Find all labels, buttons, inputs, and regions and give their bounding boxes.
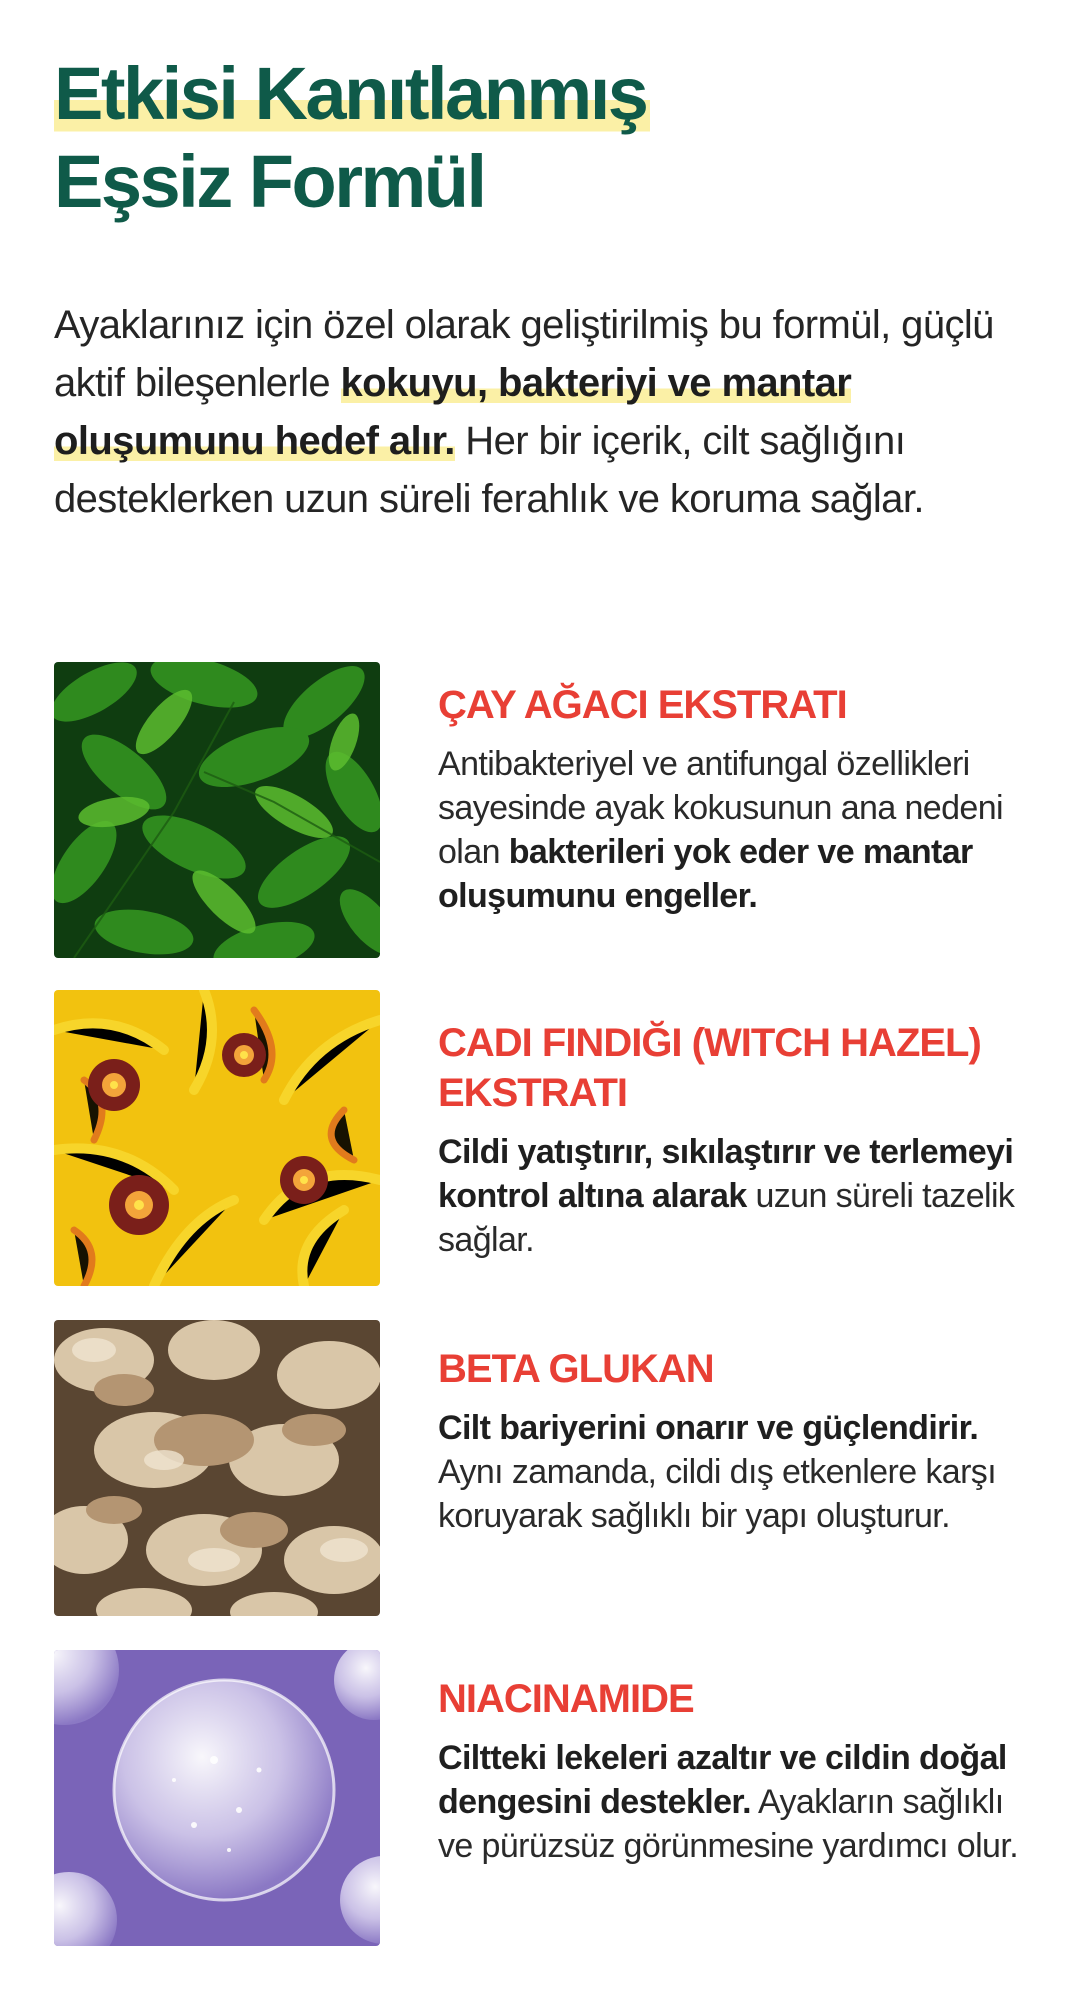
- ingredient-item-beta-glucan: [54, 1320, 1026, 1616]
- ingredient-item-niacinamide: [54, 1650, 1026, 1946]
- ingredient-description: Antibakteriyel ve antifungal özellikleri sayesinde ayak kokusunun ana nedeni olan bakterileri yok eder ve mantar oluşumunu engeller.: [438, 745, 1003, 915]
- serum-bubbles-photo: [54, 1650, 380, 1946]
- ingredient-description: Cilt bariyerini onarır ve güçlendirir. Aynı zamanda, cildi dış etkenlere karşı koruyarak sağlıklı bir yapı oluşturur.: [438, 1409, 997, 1535]
- dried-mushrooms-photo: [54, 1320, 380, 1616]
- intro-highlight: kokuyu, bakteriyi ve mantar oluşumunu hedef alır.: [54, 361, 852, 463]
- headline-line-2: Eşsiz Formül: [54, 140, 485, 223]
- intro-text-start: Ayaklarınız için özel olarak geliştirilmiş bu formül, güçlü aktif bileşenlerle: [54, 303, 994, 405]
- ingredient-item-witch-hazel: [54, 990, 1026, 1286]
- ingredient-description: Cildi yatıştırır, sıkılaştırır ve terlemeyi kontrol altına alarak uzun süreli tazelik sağlar.: [438, 1133, 1015, 1259]
- green-leaves-photo: [54, 662, 380, 958]
- intro-paragraph: [54, 296, 1014, 528]
- headline-line-1: Etkisi Kanıtlanmış: [54, 52, 650, 135]
- ingredient-item-tea-tree: [54, 662, 1026, 958]
- ingredient-description: Ciltteki lekeleri azaltır ve cildin doğal dengesini destekler. Ayakların sağlıklı ve pürüzsüz görünmesine yardımcı olur.: [438, 1739, 1019, 1865]
- headline: [54, 50, 650, 226]
- ingredient-title: CADI FINDIĞI (WITCH HAZEL) EKSTRATI: [438, 1021, 981, 1115]
- ingredient-title: ÇAY AĞACI EKSTRATI: [438, 683, 847, 727]
- witch-hazel-flower-photo: [54, 990, 380, 1286]
- ingredient-title: NIACINAMIDE: [438, 1677, 694, 1721]
- ingredient-title: BETA GLUKAN: [438, 1347, 714, 1391]
- intro-text-end: Her bir içerik, cilt sağlığını desteklerken uzun süreli ferahlık ve koruma sağlar.: [54, 419, 924, 521]
